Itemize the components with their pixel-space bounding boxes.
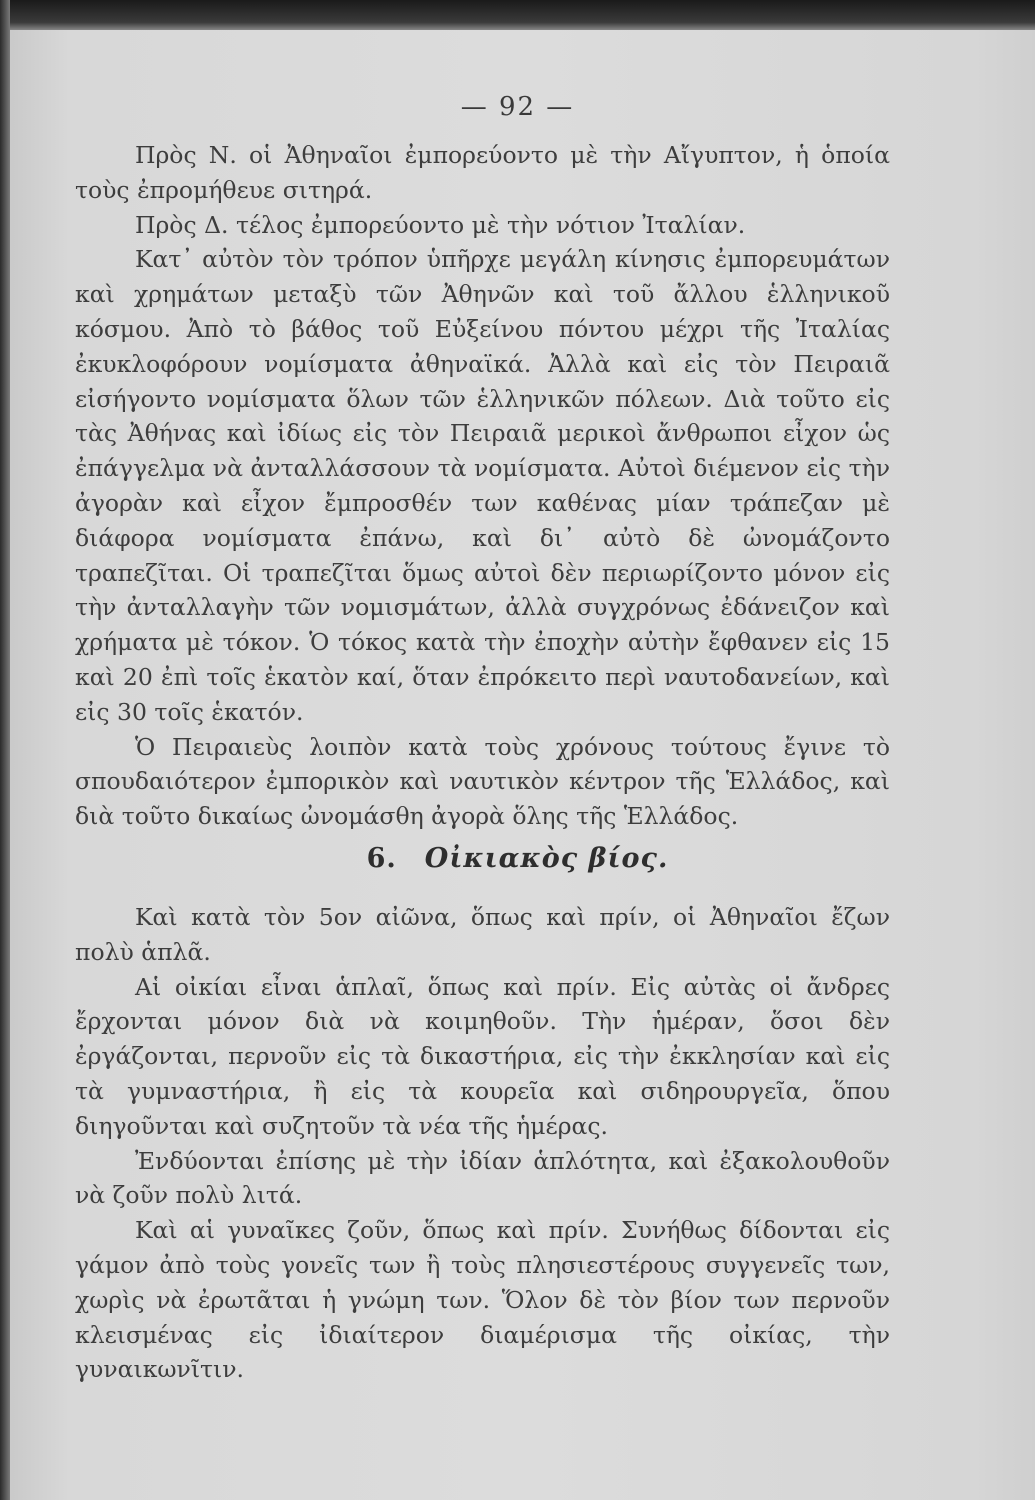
scan-left-edge bbox=[0, 0, 10, 1500]
page-number: — 92 — bbox=[460, 92, 575, 122]
section-heading bbox=[0, 843, 1035, 874]
paragraph: Καὶ κατὰ τὸν 5ον αἰῶνα, ὅπως καὶ πρίν, οἱ Ἀθηναῖοι ἔζων πολὺ ἁπλᾶ. bbox=[75, 903, 890, 966]
paragraph: Πρὸς Δ. τέλος ἐμπορεύοντο μὲ τὴν νότιον Ἰταλίαν. bbox=[135, 210, 746, 239]
paragraph: Αἱ οἰκίαι εἶναι ἁπλαῖ, ὅπως καὶ πρίν. Εἰς αὐτὰς οἱ ἄνδρες ἔρχονται μόνον διὰ νὰ κοιμηθοῦν. Τὴν ἡμέραν, ὅσοι δὲν ἐργάζονται, περνοῦν εἰς τὰ δικαστήρια, εἰς τὴν ἐκκλησίαν καὶ εἰς τὰ γυμναστήρια, ἢ εἰς τὰ κουρεῖα καὶ σιδηρουργεῖα, ὅπου διηγοῦνται καὶ συζητοῦν τὰ νέα τῆς ἡμέρας. bbox=[75, 972, 890, 1140]
paragraph: Ὁ Πειραιεὺς λοιπὸν κατὰ τοὺς χρόνους τούτους ἔγινε τὸ σπουδαιότερον ἐμπορικὸν καὶ ναυτικὸν κέντρον τῆς Ἑλλάδος, καὶ διὰ τοῦτο δικαίως ὠνομάσθη ἀγορὰ ὅλης τῆς Ἑλλάδος. bbox=[75, 732, 890, 831]
text-block-bottom bbox=[75, 900, 890, 1387]
paragraph: Πρὸς Ν. οἱ Ἀθηναῖοι ἐμπορεύοντο μὲ τὴν Αἴγυπτον, ἡ ὁποία τοὺς ἐπρομήθευε σιτηρά. bbox=[75, 141, 890, 204]
section-number: 6. bbox=[366, 843, 397, 874]
paragraph: Ἐνδύονται ἐπίσης μὲ τὴν ἰδίαν ἁπλότητα, καὶ ἐξακολουθοῦν νὰ ζοῦν πολὺ λιτά. bbox=[75, 1146, 890, 1210]
scan-top-edge bbox=[0, 0, 1035, 32]
text-block-top bbox=[75, 138, 890, 834]
section-title: Οἰκιακὸς βίος. bbox=[424, 843, 669, 874]
paragraph: Κατ᾿ αὐτὸν τὸν τρόπον ὑπῆρχε μεγάλη κίνησις ἐμπορευμάτων καὶ χρημάτων μεταξὺ τῶν Ἀθηνῶν καὶ τοῦ ἄλλου ἑλληνικοῦ κόσμου. Ἀπὸ τὸ βάθος τοῦ Εὐξείνου πόντου μέχρι τῆς Ἰταλίας ἐκυκλοφόρουν νομίσματα ἀθηναϊκά. Ἀλλὰ καὶ εἰς τὸν Πειραιᾶ εἰσήγοντο νομίσματα ὅλων τῶν ἑλληνικῶν πόλεων. Διὰ τοῦτο εἰς τὰς Ἀθήνας καὶ ἰδίως εἰς τὸν Πειραιᾶ μερικοὶ ἄνθρωποι εἶχον ὡς ἐπάγγελμα νὰ ἀνταλλάσσουν τὰ νομίσματα. Αὐτοὶ διέμενον εἰς τὴν ἀγορὰν καὶ εἶχον ἔμπροσθέν των καθένας μίαν τράπεζαν μὲ διάφορα νομίσματα ἐπάνω, καὶ δι᾿ αὐτὸ δὲ ὠνομάζοντο τραπεζῖται. Οἱ τραπεζῖται ὅμως αὐτοὶ δὲν περιωρίζοντο μόνον εἰς τὴν ἀνταλλαγὴν τῶν νομισμάτων, ἀλλὰ συγχρόνως ἐδάνειζον καὶ χρήματα μὲ τόκον. Ὁ τόκος κατὰ τὴν ἐποχὴν αὐτὴν ἔφθανεν εἰς 15 καὶ 20 ἐπὶ τοῖς ἑκατὸν καί, ὅταν ἐπρόκειτο περὶ ναυτοδανείων, καὶ εἰς 30 τοῖς ἑκατόν. bbox=[75, 245, 890, 726]
paragraph: Καὶ αἱ γυναῖκες ζοῦν, ὅπως καὶ πρίν. Συνήθως δίδονται εἰς γάμον ἀπὸ τοὺς γονεῖς των ἢ τοὺς πλησιεστέρους συγγενεῖς των, χωρὶς νὰ ἐρωτᾶται ἡ γνώμη των. Ὅλον δὲ τὸν βίον των περνοῦν κλεισμένας εἰς ἰδιαίτερον διαμέρισμα τῆς οἰκίας, τὴν γυναικωνῖτιν. bbox=[75, 1216, 890, 1384]
